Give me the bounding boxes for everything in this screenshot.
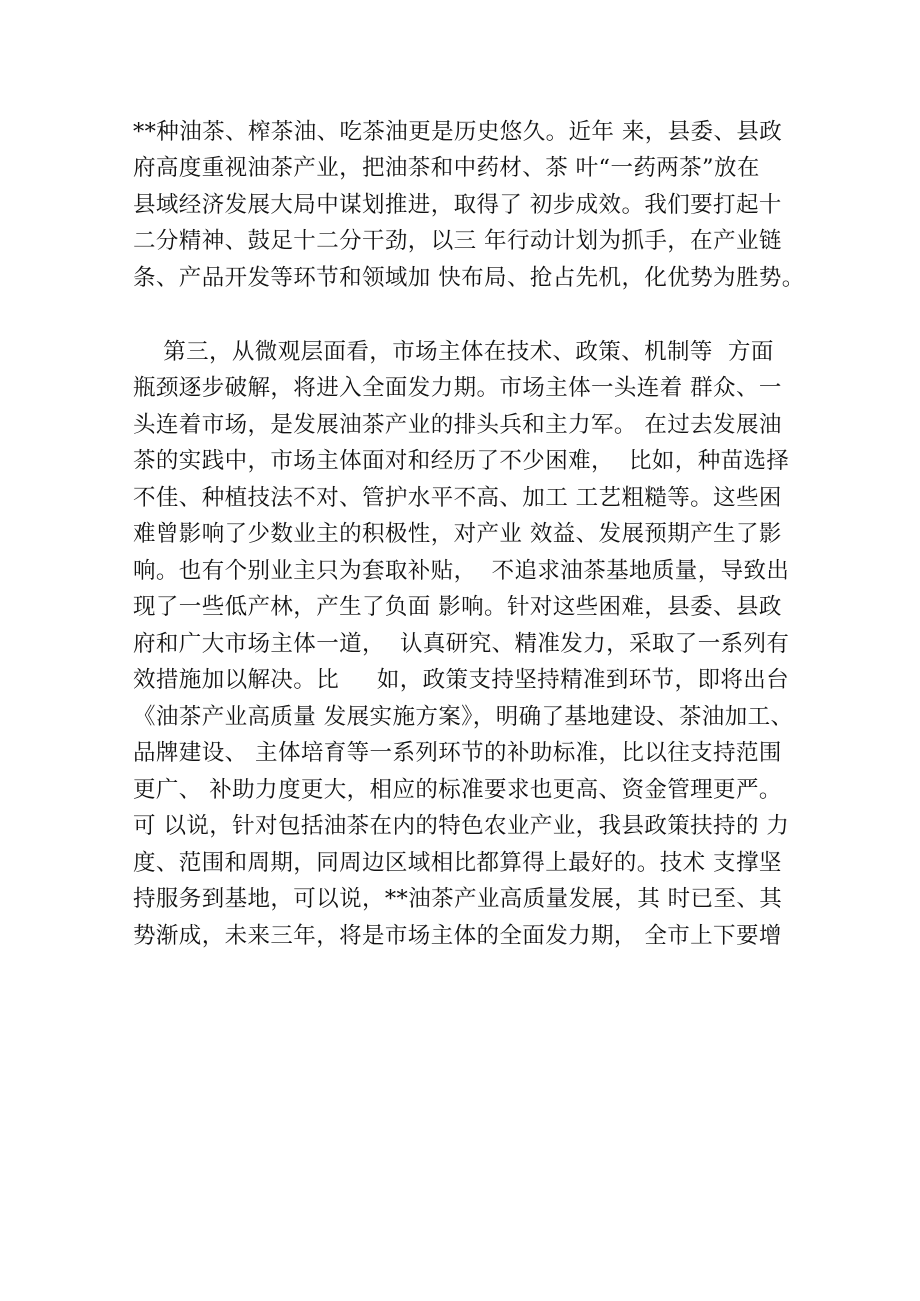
text-line: 县域经济发展大局中谋划推进，取得了 初步成效。我们要打起十 [133,192,782,218]
text-line: 条、产品开发等环节和领域加 快布局、抢占先机，化优势为胜势。 [133,265,805,291]
text-line: 难曾影响了少数业主的积极性，对产业 效益、发展预期产生了影 [133,521,782,547]
text-line: 府高度重视油茶产业，把油茶和中药材、茶 叶“一药两茶”放在 [133,155,760,181]
text-line: 不佳、种植技法不对、管护水平不高、加工 工艺粗糙等。这些困 [133,485,782,511]
text-line: 更广、 补助力度更大，相应的标准要求也更高、资金管理更严。 [133,777,782,803]
text-line: 头连着市场，是发展油茶产业的排头兵和主力军。 在过去发展油 [133,412,782,438]
text-line: 瓶颈逐步破解，将进入全面发力期。市场主体一头连着 群众、一 [133,375,782,401]
text-line: 势渐成，未来三年，将是市场主体的全面发力期， 全市上下要增 [133,923,782,949]
text-line: 现了一些低产林，产生了负面 影响。针对这些困难，县委、县政 [133,594,782,620]
text-line: 茶的实践中，市场主体面对和经历了不少困难， 比如，种苗选择 [133,448,790,474]
text-line: 响。也有个别业主只为套取补贴， 不追求油茶基地质量，导致出 [133,558,790,584]
text-line: 效措施加以解决。比 如，政策支持坚持精准到环节，即将出台 [133,667,790,693]
text-line: 《油茶产业高质量 发展实施方案》，明确了基地建设、茶油加工、 [133,704,794,730]
text-line: 品牌建设、 主体培育等一系列环节的补助标准，比以往支持范围 [133,740,782,766]
text-line: 府和广大市场主体一道， 认真研究、精准发力，采取了一系列有 [133,631,790,657]
text-line: 持服务到基地，可以说，**油茶产业高质量发展，其 时已至、其 [133,886,783,912]
text-line: 可 以说，针对包括油茶在内的特色农业产业，我县政策扶持的 力 [133,813,790,839]
text-line: **种油茶、榨茶油、吃茶油更是历史悠久。近年 来，县委、县政 [133,119,783,145]
text-line: 第三，从微观层面看，市场主体在技术、政策、机制等 方面 [133,339,774,365]
text-line: 度、范围和周期，同周边区域相比都算得上最好的。技术 支撑坚 [133,850,782,876]
text-line: 二分精神、鼓足十二分干劲，以三 年行动计划为抓手，在产业链 [133,228,782,254]
